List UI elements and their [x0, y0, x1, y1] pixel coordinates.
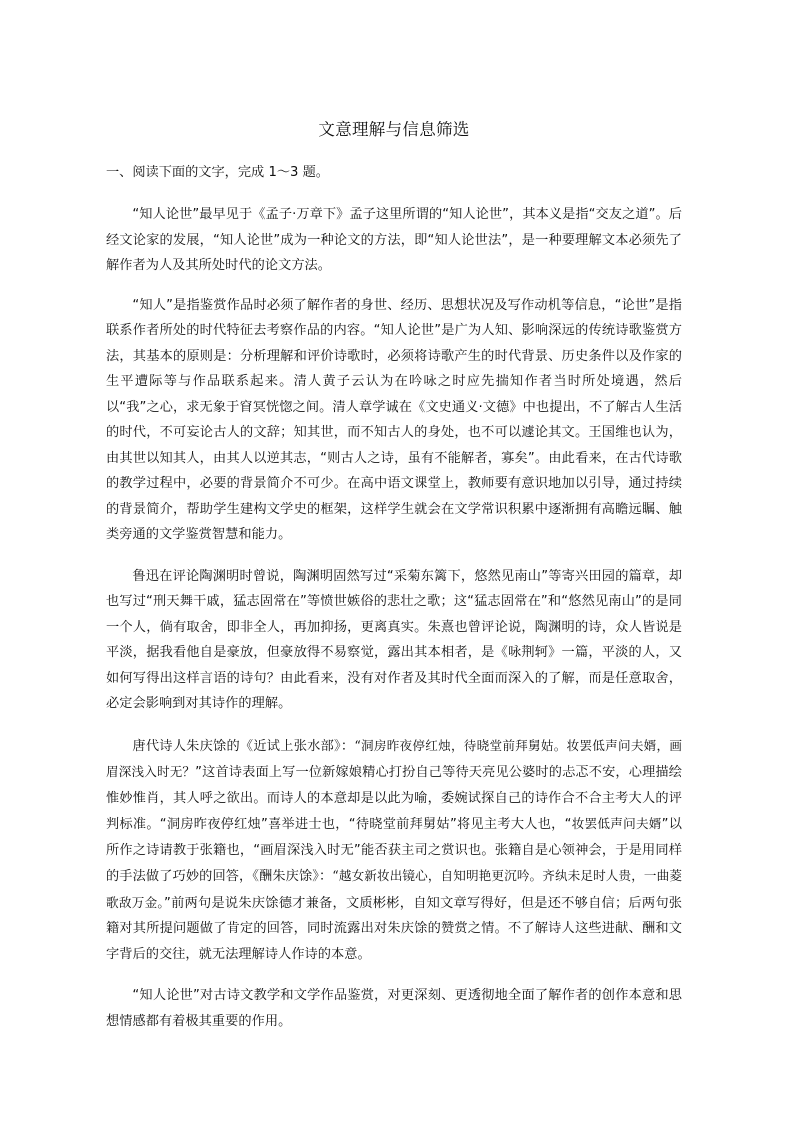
paragraph-1: [106, 202, 682, 279]
paragraph-2: [106, 293, 682, 548]
paragraph-4: [106, 733, 682, 968]
paragraph-5: [106, 983, 682, 1034]
paragraph-4-segment-7: ”前两句是说朱庆馀德才兼备，文质彬彬，自知文章写得好，但是还不够自信；后两句张籍对其所提问题做了肯定的回答，同时流露出对朱庆馀的赞赏之情。不了解诗人这些进献、酬和文字背后的交往，就无法理解诗人作诗的本意。: [106, 895, 683, 962]
paragraph-1-text: “知人论世”最早见于《孟子·万章下》孟子这里所谓的“知人论世”，其本义是指“交友之道”。后经文论家的发展，“知人论世”成为一种论文的方法，即“知人论世法”，是一种要理解文本必须先了解作者为人及其所处时代的论文方法。: [106, 207, 682, 273]
paragraph-3: [106, 564, 682, 717]
poem-quote-zhang-ji: “越女新妆出镜心，自知明艳更沉吟。齐纨未足时人贵，一曲菱歌敌万金。: [106, 868, 682, 910]
paragraph-4-segment-5: ”以所作之诗请教于张籍也，“画眉深浅入时无”能否获主司之赏识也。张籍自是心领神会，于是用同样的手法做了巧妙的回答，《酬朱庆馀》：: [106, 817, 682, 884]
page-title: 文意理解与信息筛选: [318, 120, 470, 139]
paragraph-3-text: 鲁迅在评论陶渊明时曾说，陶渊明固然写过“采菊东篱下，悠然见南山”等寄兴田园的篇章，却也写过“刑天舞干戚，猛志固常在”等愤世嫉俗的悲壮之歌；这“猛志固常在”和“悠然见南山”的是同一个人，倘有取舍，即非全人，再加抑扬，更离真实。朱熹也曾评论说，陶渊明的诗，众人皆说是平淡，据我看他自是豪放，但豪放得不易察觉，露出其本相者，是《咏荆轲》一篇，平淡的人，又如何写得出这样言语的诗句？由此看来，没有对作者及其时代全面而深入的了解，而是任意取舍，必定会影响到对其诗作的理解。: [106, 568, 682, 711]
poem-quote-zhu-qingyu: “洞房昨夜停红烛，待晓堂前拜舅姑。妆罢低声问夫婿，画眉深浅入时无？: [106, 737, 683, 779]
paragraph-2-text: “知人”是指鉴赏作品时必须了解作者的身世、经历、思想状况及写作动机等信息，“论世”是指联系作者所处的时代特征去考察作品的内容。“知人论世”是广为人知、影响深远的传统诗歌鉴赏方法，其基本的原则是：分析理解和评价诗歌时，必须将诗歌产生的时代背景、历史条件以及作家的生平遭际等与作品联系起来。清人黄子云认为在吟咏之时应先揣知作者当时所处境遇，然后以“我”之心，求无象于窅冥恍惚之间。清人章学诚在《文史通义·文德》中也提出，不了解古人生活的时代，不可妄论古人的文辞；知其世，而不知古人的身处，也不可以遽论其文。王国维也认为，由其世以知其人，由其人以逆其志，“则古人之诗，虽有不能解者，寡矣”。由此看来，在古代诗歌的教学过程中，必要的背景简介不可少。在高中语文课堂上，教师要有意识地加以引导，通过持续的背景简介，帮助学生建构文学史的框架，这样学生就会在文学常识积累中逐渐拥有高瞻远瞩、触类旁通的文学鉴赏智慧和能力。: [106, 297, 682, 542]
paragraph-4-segment-1: 唐代诗人朱庆馀的《近试上张水部》：: [132, 738, 355, 754]
question-instruction: 一、阅读下面的文字，完成 1～3 题。: [106, 165, 329, 180]
paragraph-5-text: “知人论世”对古诗文教学和文学作品鉴赏，对更深刻、更透彻地全面了解作者的创作本意和思想情感都有着极其重要的作用。: [106, 988, 682, 1029]
paragraph-4-segment-3: ”这首诗表面上写一位新嫁娘精心打扮自己等待天亮见公婆时的忐忑不安，心理描绘惟妙惟肖，其人呼之欲出。而诗人的本意却是以此为喻，委婉试探自己的诗作合不合主考大人的评判标准。“洞房昨夜停红烛”喜举进士也，“待晓堂前拜舅姑”将见主考大人也，“: [106, 765, 682, 832]
poem-line-quote: 妆罢低声问夫婿: [571, 816, 662, 831]
